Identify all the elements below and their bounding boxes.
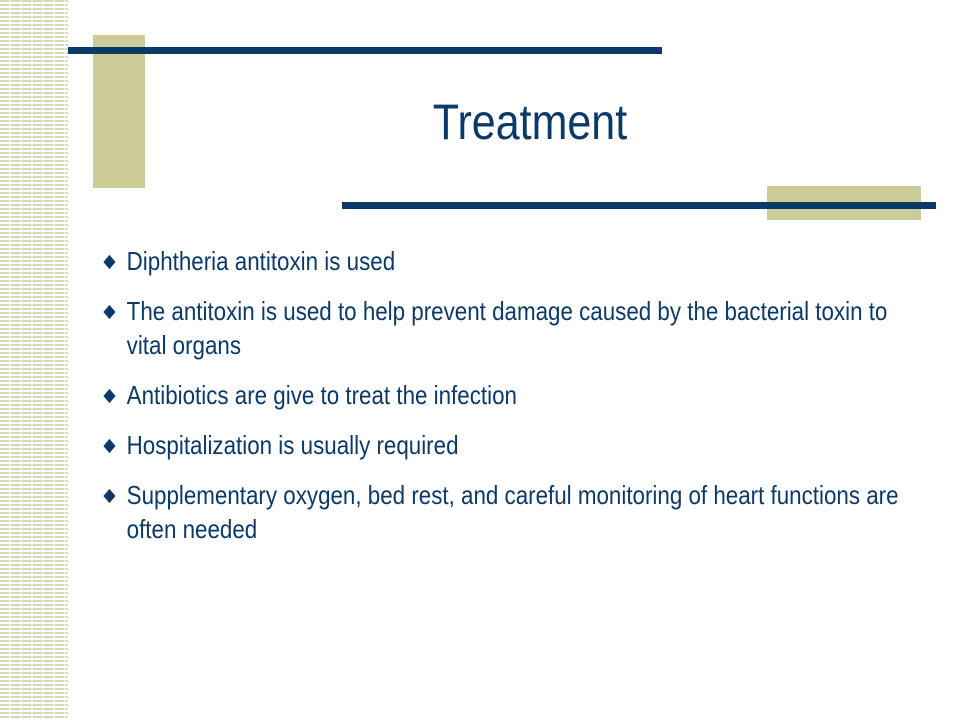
bullet-item [100, 378, 918, 412]
accent-bar-top [68, 47, 662, 54]
bullet-text: Antibiotics are give to treat the infection [126, 380, 517, 410]
diamond-bullet-icon [103, 439, 115, 453]
diamond-bullet-icon [103, 489, 115, 503]
bullet-list [100, 244, 920, 562]
slide-title: Treatment [432, 94, 628, 150]
bullet-item [100, 478, 918, 546]
bullet-text: Supplementary oxygen, bed rest, and careful monitoring of heart functions are often needed [126, 480, 899, 544]
bullet-text: Hospitalization is usually required [126, 430, 459, 460]
accent-block-left [93, 35, 145, 188]
decorative-stripe-column [0, 0, 68, 720]
bullet-text: Diphtheria antitoxin is used [126, 246, 396, 276]
diamond-bullet-icon [103, 255, 115, 269]
bullet-item [100, 294, 918, 362]
diamond-bullet-icon [103, 389, 115, 403]
diamond-bullet-icon [103, 305, 115, 319]
bullet-item [100, 428, 918, 462]
accent-bar-bottom [342, 202, 936, 209]
bullet-text: The antitoxin is used to help prevent damage caused by the bacterial toxin to vital organs [126, 296, 888, 360]
bullet-item [100, 244, 918, 278]
